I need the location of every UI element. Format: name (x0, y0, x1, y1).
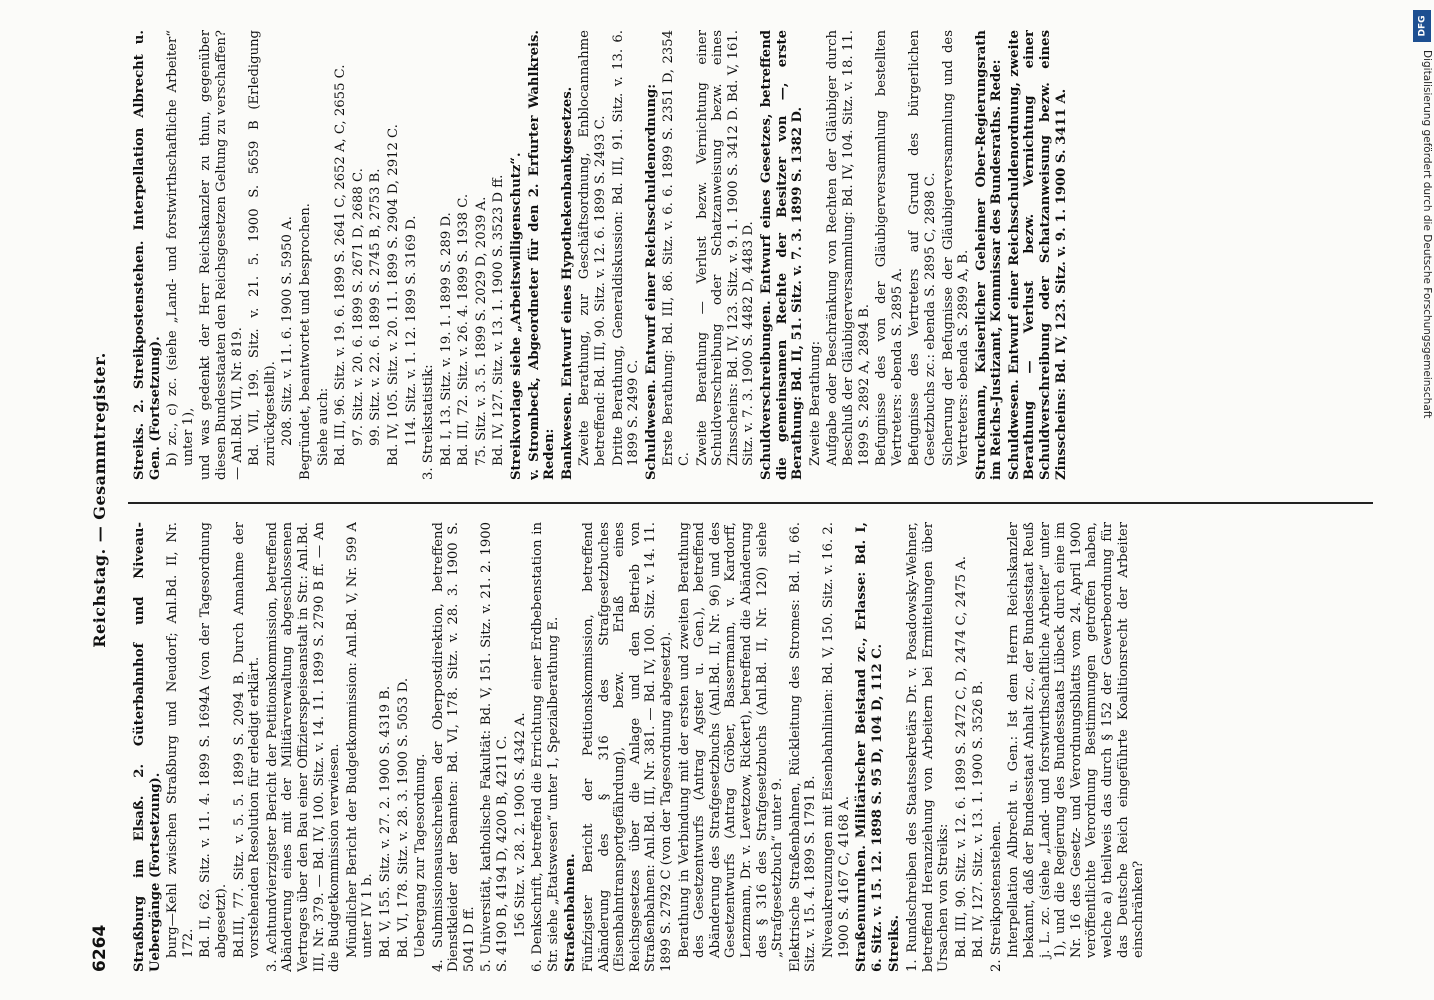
right-column-entry: b) zc., c) zc. (siehe „Land- und forstwirthschaftliche Arbeiter“ unter 1), (165, 30, 196, 466)
header-title: Reichstag. — Gesammtregister. (90, 352, 109, 648)
right-column-entry: Bd. III, 96. Sitz. v. 19. 6. 1899 S. 2641 C, 2652 A, C, 2655 C. (333, 64, 349, 466)
page-number: 6264 (90, 924, 110, 972)
right-column-entry: Zweite Berathung: (807, 340, 823, 466)
left-column-entry: burg—Kehl zwischen Straßburg und Neudorf; Anl.Bd. II, Nr. 172. (165, 522, 196, 958)
left-column-entry: Interpellation Albrecht u. Gen.: Ist dem Herrn Reichskanzler bekannt, daß der Bundesstaat Anhalt zc., der Bundesstaat Reuß j. L. zc. (siehe „Land- und forstwirthschaftliche Arbeiter“ unter 1), und die Regierung des Bundesstaats Lübeck durch eine im Nr. 16 des Gesetz- und Verordnungsblatts vom 24. April 1900 veröffentlichte Verordnung Bestimmungen getroffen haben, welche a) theilweis das durch § 152 der Gewerbeordnung für das Deutsche Reich eingeführte Koalitionsrecht der Arbeiter einschränken? (1006, 522, 1147, 958)
left-column-entry: 3. Achtundvierzigster Bericht der Petitionskommission, betreffend Abänderung eines mit der Militärverwaltung abgeschlossenen Vertrages über den Bau einer Offiziersspeiseanstalt in Str.: Anl.Bd. III, Nr. 379. — Bd. IV, 100. Sitz. v. 14. 11. 1899 S. 2790 B ff. — An die Budgetkommission verwiesen. (264, 522, 343, 972)
left-column-entry: Elektrische Straßenbahnen, Rückleitung des Stromes: Bd. II, 66. Sitz. v. 15. 4. 1899 S. 1791 B. (787, 522, 819, 972)
right-column-entry: Bd. I, 13. Sitz. v. 19. 1. 1899 S. 289 D. (438, 212, 454, 466)
right-column-entry: Zweite Berathung, zur Geschäftsordnung, Enblocannahme betreffend: Bd. III, 90. Sitz. v. 12. 6. 1899 S. 2493 C. (577, 30, 609, 466)
left-column-entry: Berathung in Verbindung mit der ersten und zweiten Berathung des Gesetzentwurfs (Antrag Agster u. Gen.), betreffend Abänderung des Strafgesetzbuchs (Anl.Bd. II, Nr. 96) und des Gesetzentwurfs (Antrag Gröber, Bassermann, v. Kardorff, Lenzmann, Dr. v. Levetzow, Rickert), betreffend die Abänderung des § 316 des Strafgesetzbuchs (Anl.Bd. II, Nr. 120) siehe „Strafgesetzbuch“ unter 9. (676, 522, 786, 958)
left-column-entry: Mündlicher Bericht der Budgetkommission: Anl.Bd. V, Nr. 599 A unter IV 1 b. (344, 522, 376, 958)
right-column-entry: Streikvorlage siehe „Arbeitswilligenschutz“. (509, 152, 525, 480)
left-column-entry: 1. Rundschreiben des Staatssekretärs Dr. v. Posadowsky-Wehner, betreffend Heranziehung von Arbeitern bei Ermittelungen über Ursachen von Streiks: (904, 522, 952, 972)
right-column-entry: Bd. IV, 127. Sitz. v. 13. 1. 1900 S. 3523 D ff. (491, 174, 507, 466)
left-column-entry: 2. Streikpostenstehen. (988, 820, 1004, 972)
right-column-entry: Streiks. 2. Streikpostenstehen. Interpellation Albrecht u. Gen. (Fortsetzung). (132, 30, 163, 480)
left-column-entry: Streiks. (887, 914, 903, 972)
left-column-entry: Fünfzigster Bericht der Petitionskommission, betreffend Abänderung des § 316 des Strafgesetzbuches (Eisenbahntransportgefährdung), bezw. Erlaß eines Reichsgesetzes über die Anlage und den Betrieb von Straßenbahnen: Anl.Bd. III, Nr. 381. — Bd. IV, 100. Sitz. v. 14. 11. 1899 S. 2792 C (von der Tagesordnung abgesetzt). (581, 522, 674, 972)
right-column-entry: Schuldwesen. Entwurf einer Reichsschuldenordnung: (643, 83, 659, 480)
left-column-entry: Uebergang zur Tagesordnung. (413, 753, 429, 958)
rotated-register-page (50, 0, 1390, 1000)
left-column-entry: Niveaukreuzungen mit Eisenbahnlinien: Bd. V, 150. Sitz. v. 16. 2. 1900 S. 4167 C, 4168 A. (820, 522, 852, 958)
right-column-entry: Erste Berathung: Bd. III, 86. Sitz. v. 6. 6. 1899 S. 2351 D, 2354 C. (661, 30, 692, 466)
left-column-entry: Straßenbahnen. (563, 853, 579, 972)
right-column-entry: Siehe auch: (315, 387, 331, 466)
left-column-entry: 4. Submissionsausschreiben der Oberpostdirektion, betreffend Dienstkleider der Beamten: Bd. VI, 178. Sitz. v. 28. 3. 1900 S. 5041 D ff. (430, 522, 477, 972)
right-column-entry: Bd. III, 72. Sitz. v. 26. 4. 1899 S. 1938 C. (456, 193, 472, 466)
right-column-entry: 75. Sitz. v. 3. 5. 1899 S. 2029 D, 2039 A. (473, 196, 489, 466)
right-column-entry: 114. Sitz. v. 1. 12. 1899 S. 3169 D. (403, 215, 419, 446)
right-column-entry: Bankwesen. Entwurf eines Hypothekenbankgesetzes. (559, 86, 575, 480)
right-column-entry: Befugnisse des Vertreters auf Grund des bürgerlichen Gesetzbuchs zc.: ebenda S. 2895 C, 2898 C. (907, 30, 938, 466)
right-column-entry: Aufgabe oder Beschränkung von Rechten der Gläubiger durch Beschluß der Gläubigerversammlung: Bd. IV, 104. Sitz. v. 18. 11. 1899 S. 2892 A, 2894 B. (825, 30, 872, 466)
right-column-entry: 208. Sitz. v. 11. 6. 1900 S. 5950 A. (280, 216, 296, 446)
digitization-credit (1413, 10, 1431, 990)
right-column-entry: v. Strombeck, Abgeordneter für den 2. Erfurter Wahlkreis. Reden: (526, 30, 558, 480)
right-column-entry: 99. Sitz. v. 22. 6. 1899 S. 2745 B, 2753 B. (368, 168, 384, 446)
left-column-entry: Bd.III, 77. Sitz. v. 5. 5. 1899 S. 2094 B. Durch Annahme der vorstehenden Resolution für erledigt erklärt. (231, 522, 263, 958)
credit-text: Digitalisierung gefördert durch die Deutsche Forschungsgemeinschaft (1421, 50, 1433, 419)
column-divider (128, 502, 1373, 504)
right-column-entry: 97. Sitz. v. 20. 6. 1899 S. 2671 D, 2688 C. (350, 168, 366, 446)
right-column-entry: Begründet, beantwortet und besprochen. (297, 203, 313, 480)
left-column-entry: Straßburg im Elsaß. 2. Güterbahnhof und Niveau-Uebergänge (Fortsetzung). (132, 522, 163, 972)
right-column-entry: 3. Streikstatistik: (421, 364, 437, 480)
right-column-entry: Bd. VII, 199. Sitz. v. 21. 5. 1900 S. 5659 B (Erledigung zurückgestellt). (247, 30, 278, 466)
right-column-entry: Zweite Berathung — Verlust bezw. Vernichtung einer Schuldverschreibung oder Schatzanweisung bezw. eines Zinsscheins: Bd. IV, 123. Sitz. v. 9. 1. 1900 S. 3412 D. Bd. V, 161. Sitz. v. 7. 3. 1900 S. 4482 D, 4483 D. (694, 30, 757, 466)
left-column-entry: Bd. V, 155. Sitz. v. 27. 2. 1900 S. 4319 B. (377, 685, 393, 958)
right-column-entry: Befugnisse des von der Gläubigerversammlung bestellten Vertreters: ebenda S. 2895 A. (874, 30, 905, 466)
right-column-entry: Schuldwesen. Entwurf einer Reichsschuldenordnung, zweite Berathung — Verlust bezw. Vernichtung einer Schuldverschreibung oder Schatzanweisung bezw. eines Zinsscheins: Bd. IV, 123. Sitz. v. 9. 1. 1900 S. 3411 A. (1006, 30, 1069, 480)
right-column-entry: Struckmann, Kaiserlicher Geheimer Ober-Regierungsrath im Reichs-Justizamt, Kommissar des Bundesraths. Rede: (973, 30, 1005, 480)
left-column-entry: Bd. VI, 178. Sitz. v. 28. 3. 1900 S. 5053 D. (395, 677, 411, 958)
right-column-entry: Bd. IV, 105. Sitz. v. 20. 11. 1899 S. 2904 D, 2912 C. (385, 124, 401, 466)
right-column-entry: Schuldverschreibungen. Entwurf eines Gesetzes, betreffend die gemeinsamen Rechte der Besitzer von —, erste Berathung: Bd. II, 51. Sitz. v. 7. 3. 1899 S. 1382 D. (758, 30, 806, 480)
left-column (132, 522, 1372, 972)
left-column-entry: 6. Denkschrift, betreffend die Errichtung einer Erdbebenstation in Str. siehe „Etatswesen“ unter 1, Spezialberathung E. (530, 522, 561, 972)
left-column-entry: Bd. II, 62. Sitz. v. 11. 4. 1899 S. 1694A (von der Tagesordnung abgesetzt). (198, 522, 229, 958)
left-column-entry: Straßenunruhen. Militärischer Beistand zc., Erlasse: Bd. I, 6. Sitz. v. 15. 12. 1898 S. 95 D, 104 D, 112 C. (854, 522, 885, 972)
right-column-entry: Dritte Berathung, Generaldiskussion: Bd. III, 91. Sitz. v. 13. 6. 1899 S. 2499 C. (610, 30, 642, 466)
dfg-logo: DFG (1413, 10, 1431, 42)
running-header (90, 28, 118, 972)
left-column-entry: Bd. III, 90. Sitz. v. 12. 6. 1899 S. 2472 C, D, 2474 C, 2475 A. (953, 556, 969, 958)
right-column-entry: Sicherung der Befugnisse der Gläubigerversammlung und des Vertreters: ebenda S. 2899 A, B. (940, 30, 972, 466)
left-column-entry: 5. Universität, katholische Fakultät: Bd. V, 151. Sitz. v. 21. 2. 1900 S. 4190 B, 4194 D, 4200 B, 4211 C. (479, 522, 511, 972)
right-column-entry: und was gedenkt der Herr Reichskanzler zu thun, gegenüber diesen Bundesstaaten den Reichsgesetzen Geltung zu verschaffen? — Anl.Bd. VII, Nr. 819. (198, 30, 245, 480)
right-column (132, 30, 1372, 480)
left-column-entry: 156 Sitz. v. 28. 2. 1900 S. 4342 A. (512, 712, 528, 938)
left-column-entry: Bd. IV, 127. Sitz. v. 13. 1. 1900 S. 3526 B. (971, 680, 987, 958)
